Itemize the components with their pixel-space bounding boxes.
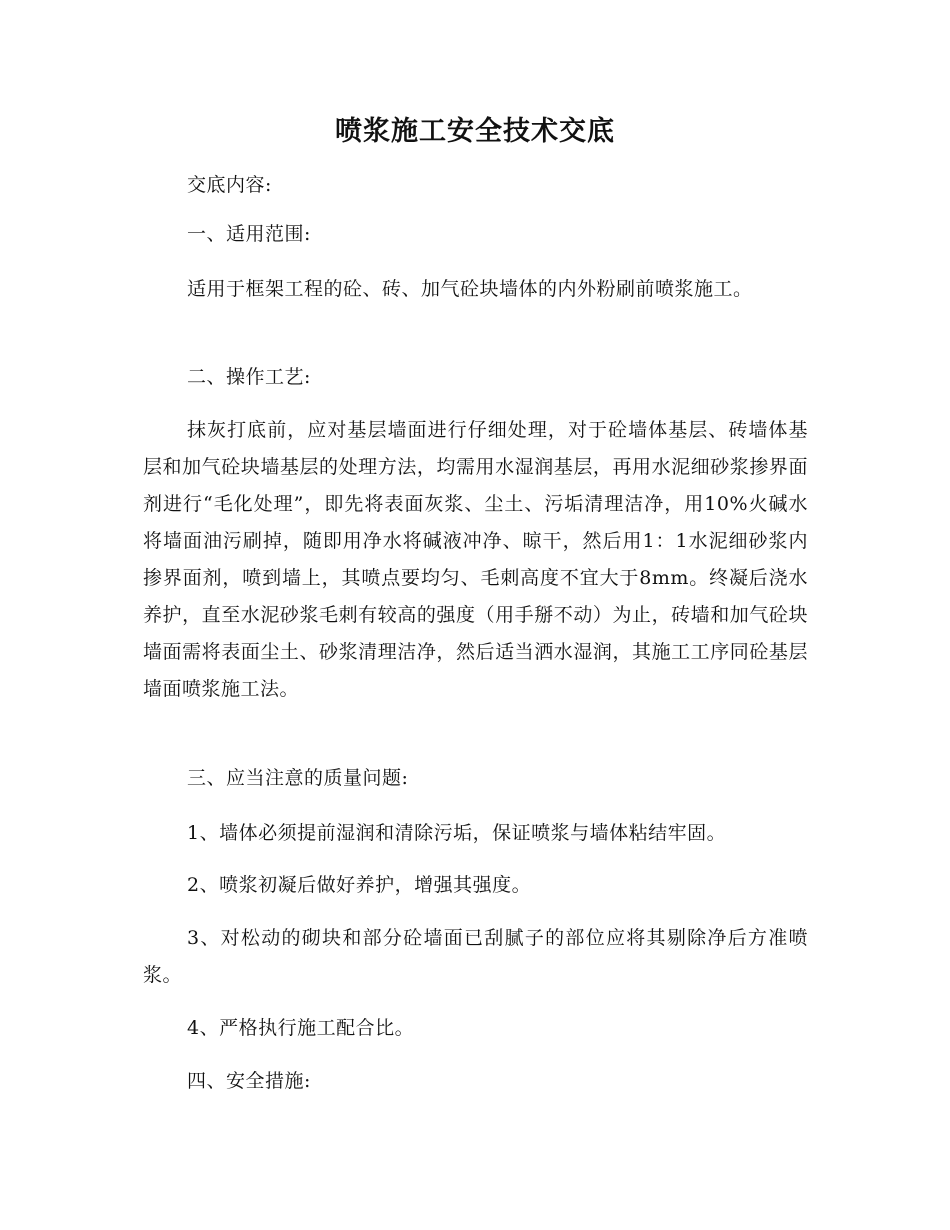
section3-item-3: 3、对松动的砌块和部分砼墙面已刮腻子的部位应将其剔除净后方准喷浆。 [143,927,808,986]
section1-heading: 一、适用范围: [187,223,311,245]
section2-heading: 二、操作工艺: [187,366,311,388]
section3-item-4: 4、严格执行施工配合比。 [187,1017,415,1039]
section3-heading: 三、应当注意的质量问题: [187,767,409,789]
document-title: 喷浆施工安全技术交底 [335,116,615,147]
section2-body: 抹灰打底前，应对基层墙面进行仔细处理，对于砼墙体基层、砖墙体基层和加气砼块墙基层的处理方法，均需用水湿润基层，再用水泥细砂浆掺界面剂进行“毛化处理”，即先将表面灰浆、尘土、污垢清理洁净，用10%火碱水将墙面油污刷掉，随即用净水将碱液冲净、晾干，然后用1：1水泥细砂浆内掺界面剂，喷到墙上，其喷点要均匀、毛刺高度不宜大于8mm。终凝后浇水养护，直至水泥砂浆毛刺有较高的强度（用手掰不动）为止，砖墙和加气砼块墙面需将表面尘土、砂浆清理洁净，然后适当洒水湿润，其施工工序同砼基层墙面喷浆施工法。 [143,419,808,700]
section4-heading: 四、安全措施: [187,1070,311,1092]
section3-item-1: 1、墙体必须提前湿润和清除污垢，保证喷浆与墙体粘结牢固。 [187,822,727,844]
section1-body: 适用于框架工程的砼、砖、加气砼块墙体的内外粉刷前喷浆施工。 [187,278,753,300]
intro-label: 交底内容: [187,174,272,196]
section3-item-2: 2、喷浆初凝后做好养护，增强其强度。 [187,874,532,896]
